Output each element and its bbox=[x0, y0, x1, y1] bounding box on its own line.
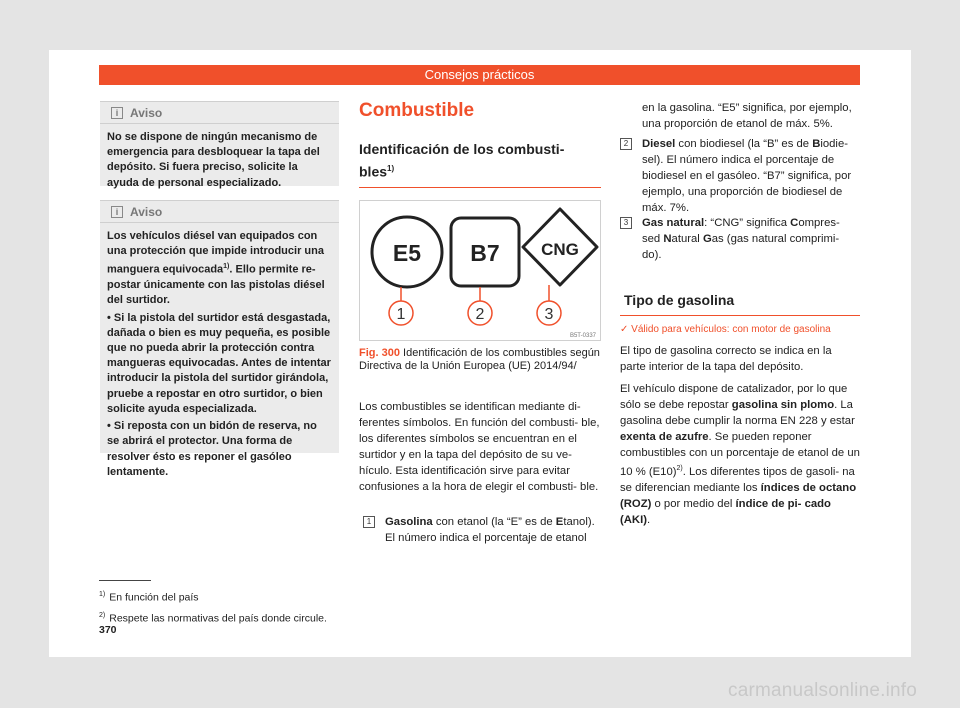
notice-body bbox=[100, 124, 339, 201]
section-rule bbox=[620, 315, 860, 316]
footnote-mark: 2) bbox=[99, 611, 106, 619]
callout-number-1: 1 bbox=[396, 306, 406, 323]
footnote-ref[interactable]: 2) bbox=[676, 465, 683, 472]
section-title: Tipo de gasolina bbox=[624, 292, 735, 308]
validity-note: ✓ Válido para vehículos: con motor de gasolina bbox=[620, 324, 831, 335]
para-text: El vehículo dispone de catalizador, por lo que sólo se debe repostar bbox=[620, 383, 848, 411]
item-text: iodie- sel). El número indica el porcentaje de biodiesel en el gasóleo. “B7” significa, por ejemplo, una proporción de biodiesel de máx. 7%. bbox=[642, 138, 852, 214]
item-term: Gas natural bbox=[642, 217, 705, 229]
fuel-item-1-continued bbox=[620, 100, 860, 132]
item-letter: B bbox=[812, 138, 821, 150]
gasoline-paragraph-1: El tipo de gasolina correcto se indica en la parte interior de la tapa del depósito. bbox=[620, 345, 832, 373]
fuel-item-2 bbox=[620, 136, 860, 216]
para-text: . Los diferentes tipos de gasoli- na se diferencian mediante los bbox=[620, 465, 855, 494]
fuel-labels-illustration bbox=[360, 201, 600, 340]
footnote-2 bbox=[99, 607, 327, 628]
para-text: . Se pueden reponer combustibles con un porcentaje de etanol de un 10 % (E10) bbox=[620, 431, 860, 478]
page-number: 370 bbox=[99, 624, 117, 636]
footnotes bbox=[99, 586, 327, 627]
fuel-labels-figure bbox=[359, 200, 601, 341]
sub-title-text: Identificación de los combusti- bles bbox=[359, 141, 565, 180]
section-heading bbox=[359, 100, 601, 188]
item-term: Gasolina bbox=[385, 516, 433, 528]
chapter-header: Consejos prácticos bbox=[99, 65, 860, 85]
e5-label: E5 bbox=[392, 240, 422, 266]
callout-number-2: 2 bbox=[475, 306, 485, 323]
item-text: tanol). El número indica el porcentaje de etanol bbox=[385, 516, 595, 544]
notice-title: Aviso bbox=[130, 204, 163, 219]
para-bold: exenta de azufre bbox=[620, 431, 709, 443]
item-text: atural bbox=[671, 233, 703, 245]
info-icon: i bbox=[111, 107, 123, 119]
notice-bullet: • Si reposta con un bidón de reserva, no se abrirá el protector. Una forma de resolver ésto es reponer el gasóleo lentamente. bbox=[107, 420, 317, 478]
fuel-item-3 bbox=[620, 215, 860, 263]
item-number-badge: 3 bbox=[620, 217, 632, 229]
para-bold: índice de pi- cado (AKI) bbox=[620, 497, 831, 526]
footnote-1 bbox=[99, 586, 327, 607]
notice-paragraph bbox=[107, 229, 331, 309]
footnote-text: En función del país bbox=[109, 591, 199, 604]
heading-rule bbox=[359, 187, 601, 188]
para-text: o por medio del bbox=[651, 497, 736, 510]
footnote-divider bbox=[99, 580, 151, 581]
para-text: . bbox=[646, 513, 651, 526]
para-bold: gasolina sin plomo bbox=[731, 399, 835, 411]
notice-title: Aviso bbox=[130, 105, 163, 120]
main-title: Combustible bbox=[359, 100, 475, 121]
item-text: ompres- sed bbox=[642, 217, 840, 245]
notice-body bbox=[100, 223, 339, 490]
notice-box-1 bbox=[100, 101, 339, 189]
notice-header bbox=[100, 102, 339, 124]
footnote-mark: 1) bbox=[99, 591, 106, 598]
notice-text: No se dispone de ningún mecanismo de emergencia para desbloquear la tapa del depósito. Si fuera preciso, solicite la ayuda de personal especializado. bbox=[107, 131, 320, 189]
gasoline-section bbox=[620, 292, 860, 528]
footnote-ref[interactable]: 1) bbox=[223, 263, 230, 271]
item-letter: G bbox=[702, 233, 712, 245]
notice-box-2 bbox=[100, 200, 339, 478]
para-text: . La gasolina debe cumplir la norma EN 228 y estar bbox=[620, 399, 855, 427]
fuel-item-1 bbox=[363, 514, 601, 546]
item-text: as (gas natural comprimi- do). bbox=[642, 233, 840, 261]
item-number-badge: 2 bbox=[620, 138, 632, 150]
sub-title bbox=[359, 139, 601, 182]
item-letter: E bbox=[555, 516, 564, 528]
figure-code: B5T-0337 bbox=[569, 333, 596, 339]
figure-caption-text: Identificación de los combustibles según Directiva de la Unión Europea (UE) 2014/94/ bbox=[359, 347, 600, 372]
item-number-badge: 1 bbox=[363, 516, 375, 528]
b7-label: B7 bbox=[470, 240, 500, 266]
footnote-text: Respete las normativas del país donde circule. bbox=[109, 612, 327, 624]
item-text: en la gasolina. “E5” significa, por ejemplo, una proporción de etanol de máx. 5%. bbox=[642, 102, 852, 130]
notice-header bbox=[100, 201, 339, 223]
callout-number-3: 3 bbox=[544, 306, 554, 323]
item-term: Diesel bbox=[642, 138, 676, 150]
para-bold: índices de octano (ROZ) bbox=[620, 481, 857, 510]
notice-bullet: • Si la pistola del surtidor está desgastada, dañada o bien es muy pequeña, es posible que no pueda abrir la protección contra mangueras equivocadas. Antes de intentar introducir la pistola del surtidor girándola, pruebe a repostar en otro surtidor, o bien solicite ayuda especializada. bbox=[107, 311, 331, 415]
item-letter: C bbox=[790, 217, 799, 229]
figure-number: Fig. 300 bbox=[359, 347, 400, 359]
item-letter: N bbox=[663, 233, 672, 245]
figure-caption bbox=[359, 347, 601, 373]
footnote-ref[interactable]: 1) bbox=[387, 164, 395, 173]
notice-text: . Ello permite re- postar únicamente con las pistolas diésel del surtidor. bbox=[107, 264, 325, 307]
item-text: : “CNG” significa bbox=[704, 217, 791, 229]
watermark: carmanualsonline.info bbox=[728, 680, 918, 701]
item-text: con etanol (la “E” es de bbox=[432, 516, 556, 528]
item-text: con biodiesel (la “B” es de bbox=[675, 138, 813, 150]
cng-label: CNG bbox=[541, 240, 579, 259]
intro-paragraph: Los combustibles se identifican mediante di- ferentes símbolos. En función del combusti- ble, los diferentes símbolos se encuentran en el surtidor y en la tapa del depósito de su ve- hículo. Esta identificación sirve para evitar confusiones a la hora de elegir el combusti- ble. bbox=[359, 401, 600, 493]
notice-text: Los vehículos diésel van equipados con una protección que impide introducir una manguera equivocada bbox=[107, 230, 324, 277]
gasoline-paragraph-2 bbox=[620, 381, 860, 528]
info-icon: i bbox=[111, 206, 123, 218]
